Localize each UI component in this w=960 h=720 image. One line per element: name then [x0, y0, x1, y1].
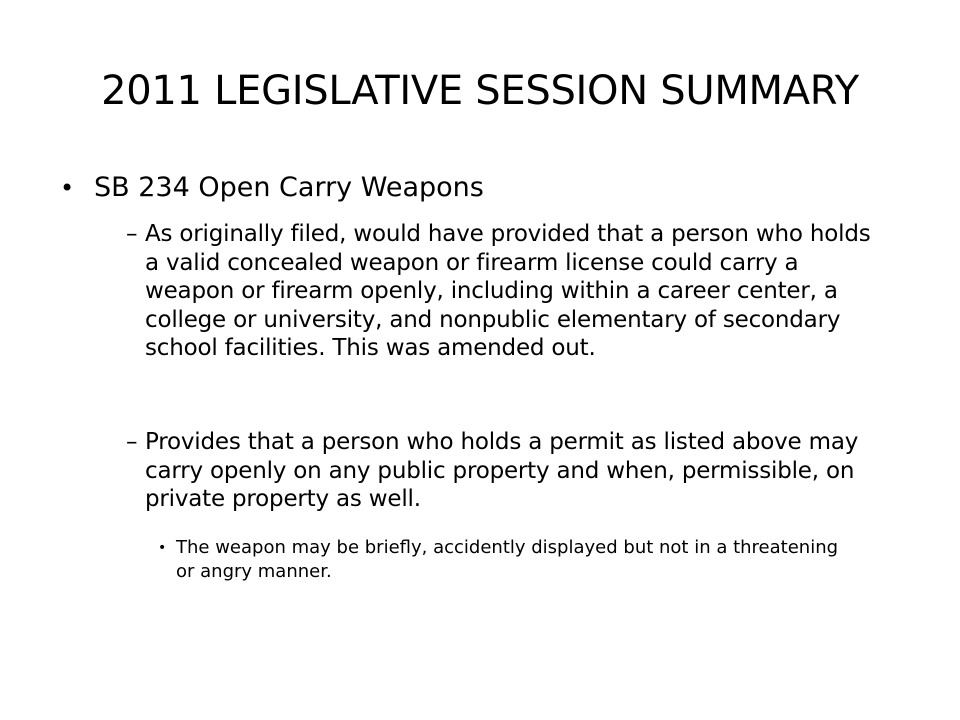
- bullet-text: As originally filed, would have provided that a person who holds a valid concealed weapon or firearm license could carry a weapon or firearm openly, including within a career center, a college or university, and nonpublic elementary of secondary school facilities. This was amended out.: [145, 221, 871, 361]
- dash-marker: –: [126, 221, 138, 247]
- bullet-marker: •: [60, 174, 75, 202]
- bullet-level3: [158, 536, 858, 584]
- bullet-text: Provides that a person who holds a permit as listed above may carry openly on any public property and when, permissible, on private property as well.: [145, 429, 859, 512]
- bullet-level2: [126, 428, 886, 514]
- bullet-marker: •: [158, 540, 167, 556]
- dash-marker: –: [126, 429, 138, 455]
- bullet-text: The weapon may be briefly, accidently displayed but not in a threatening or angry manner.: [176, 537, 839, 582]
- bullet-level2: [126, 220, 886, 363]
- bullet-text: SB 234 Open Carry Weapons: [94, 172, 484, 203]
- slide-title: 2011 LEGISLATIVE SESSION SUMMARY: [101, 68, 859, 114]
